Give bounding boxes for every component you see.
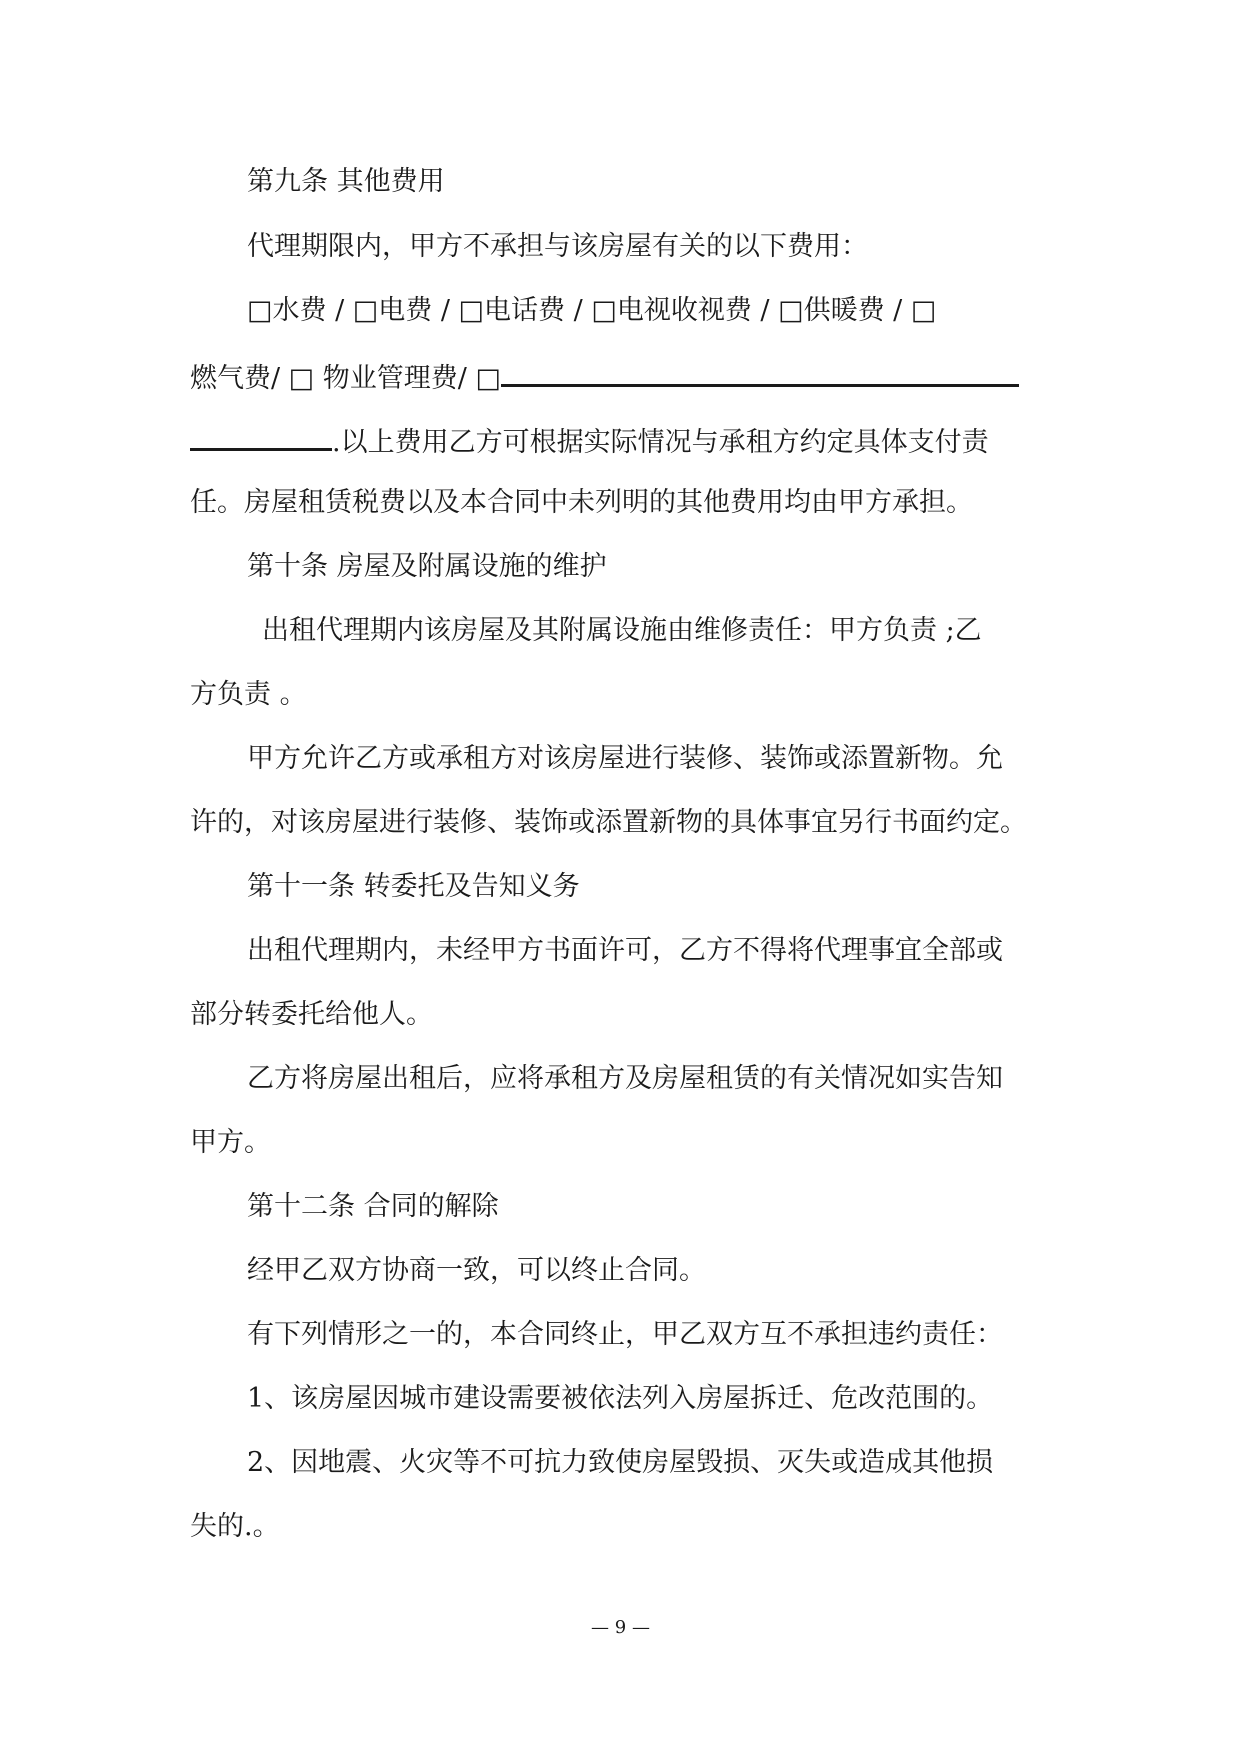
paragraph-line: □水费 / □电费 / □电话费 / □电视收视费 / □供暖费 / □ bbox=[247, 295, 937, 326]
paragraph-line: 出租代理期内，未经甲方书面许可，乙方不得将代理事宜全部或 bbox=[247, 935, 1003, 966]
line-text: 燃气费/ □ 物业管理费/ □ bbox=[190, 363, 501, 394]
paragraph-line: 甲方允许乙方或承租方对该房屋进行装修、装饰或添置新物。允 bbox=[247, 743, 1003, 774]
paragraph-line bbox=[190, 422, 1090, 460]
paragraph-line: 经甲乙双方协商一致，可以终止合同。 bbox=[247, 1255, 706, 1286]
paragraph-line: 乙方将房屋出租后，应将承租方及房屋租赁的有关情况如实告知 bbox=[247, 1063, 1003, 1094]
article-12-heading: 第十二条 合同的解除 bbox=[247, 1191, 499, 1222]
paragraph-line: 失的.。 bbox=[190, 1511, 280, 1542]
article-10-heading: 第十条 房屋及附属设施的维护 bbox=[247, 551, 607, 582]
line-text: .以上费用乙方可根据实际情况与承租方约定具体支付责 bbox=[332, 427, 989, 458]
paragraph-line: 有下列情形之一的，本合同终止，甲乙双方互不承担违约责任： bbox=[247, 1319, 1003, 1350]
article-9-heading: 第九条 其他费用 bbox=[247, 166, 445, 197]
paragraph-line: 甲方。 bbox=[190, 1127, 271, 1158]
blank-underline bbox=[501, 358, 1019, 387]
blank-underline bbox=[190, 422, 332, 451]
list-item: 2、因地震、火灾等不可抗力致使房屋毁损、灭失或造成其他损 bbox=[247, 1447, 994, 1478]
page-number: — 9 — bbox=[591, 1617, 650, 1638]
list-item: 1、该房屋因城市建设需要被依法列入房屋拆迁、危改范围的。 bbox=[247, 1383, 994, 1414]
paragraph-line: 出租代理期内该房屋及其附属设施由维修责任：甲方负责 ;乙 bbox=[262, 615, 982, 646]
paragraph-line: 许的，对该房屋进行装修、装饰或添置新物的具体事宜另行书面约定。 bbox=[190, 807, 1027, 838]
paragraph-line bbox=[190, 358, 1090, 396]
paragraph-line: 任。房屋租赁税费以及本合同中未列明的其他费用均由甲方承担。 bbox=[190, 487, 973, 518]
article-11-heading: 第十一条 转委托及告知义务 bbox=[247, 871, 580, 902]
paragraph-line: 部分转委托给他人。 bbox=[190, 999, 433, 1030]
paragraph-line: 方负责 。 bbox=[190, 679, 307, 710]
paragraph-line: 代理期限内，甲方不承担与该房屋有关的以下费用： bbox=[247, 231, 868, 262]
